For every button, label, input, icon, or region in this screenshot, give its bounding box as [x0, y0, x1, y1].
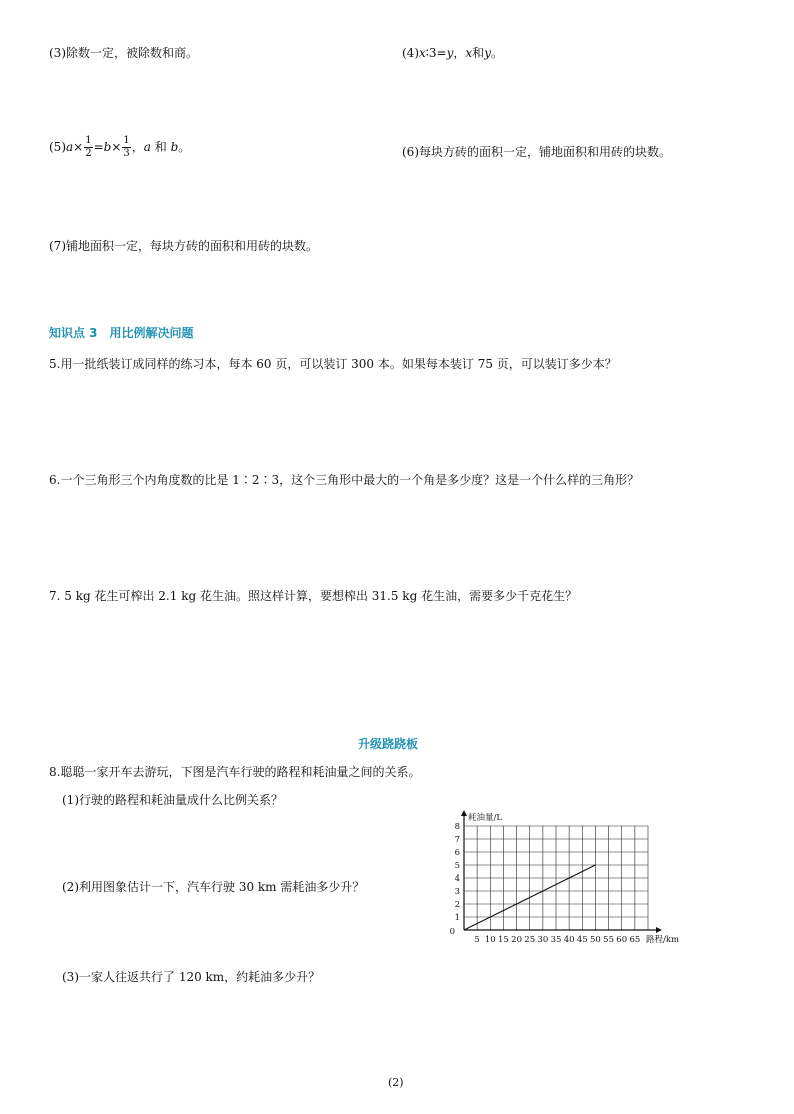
x-tick-label: 30	[537, 935, 549, 945]
times-2: ×	[111, 140, 122, 154]
y-tick-label: 3	[454, 887, 460, 897]
x-axis-label: 路程/km	[646, 935, 680, 945]
y-tick-label: 7	[454, 835, 460, 845]
question-5: 5.用一批纸装订成同样的练习本，每本 60 页，可以装订 300 本。如果每本装订 75 页，可以装订多少本？	[49, 357, 617, 371]
separator: ，	[453, 46, 466, 60]
and-text: 和	[150, 140, 171, 154]
page-number: (2)	[388, 1076, 404, 1089]
x-tick-label: 25	[524, 935, 536, 945]
question-6: 6.一个三角形三个内角度数的比是 1∶2∶3，这个三角形中最大的一个角是多少度？这是一个什么样的三角形？	[49, 473, 640, 487]
y-tick-label: 5	[454, 861, 460, 871]
var-b: b	[103, 140, 112, 154]
question-8-part-1: (1)行驶的路程和耗油量成什么比例关系？	[62, 793, 283, 807]
y-tick-label: 8	[454, 822, 460, 832]
x-tick-label: 40	[563, 935, 575, 945]
end-mark: 。	[178, 140, 191, 154]
origin-label: 0	[449, 927, 455, 937]
var-a-2: a	[143, 140, 151, 154]
question-8-part-2: (2)利用图象估计一下，汽车行驶 30 km 需耗油多少升？	[62, 880, 365, 894]
x-tick-label: 65	[629, 935, 641, 945]
equals: =	[93, 140, 104, 154]
x-tick-label: 45	[576, 935, 588, 945]
times-1: ×	[73, 140, 84, 154]
and-text: 和	[472, 46, 485, 60]
x-tick-label: 55	[603, 935, 614, 945]
ratio-text: ∶3=	[425, 46, 447, 60]
y-axis-arrow	[461, 810, 467, 816]
q4-item-6: (6)每块方砖的面积一定，铺地面积和用砖的块数。	[402, 145, 671, 159]
question-8-stem: 8.聪聪一家开车去游玩，下图是汽车行驶的路程和耗油量之间的关系。	[49, 765, 421, 779]
separator: ，	[131, 140, 144, 154]
var-y-2: y	[484, 46, 491, 60]
q4-item-3: (3)除数一定，被除数和商。	[49, 46, 198, 60]
distance-fuel-line-chart	[438, 808, 700, 946]
var-x-2: x	[465, 46, 473, 60]
x-axis-arrow	[656, 927, 662, 933]
x-tick-label: 15	[498, 935, 509, 945]
y-axis-label: 耗油量/L	[468, 813, 503, 823]
section-3-title: 知识点 3 用比例解决问题	[49, 326, 194, 340]
fraction-one-third	[122, 136, 130, 159]
x-tick-label: 10	[484, 935, 496, 945]
x-tick-label: 50	[590, 935, 601, 945]
question-8-part-3: (3)一家人往返共行了 120 km，约耗油多少升？	[62, 970, 321, 984]
var-b-2: b	[170, 140, 179, 154]
var-a: a	[66, 140, 74, 154]
x-tick-label: 20	[511, 935, 522, 945]
fraction-2-denominator: 3	[123, 148, 130, 159]
x-tick-label: 5	[474, 935, 480, 945]
q4-item-5-prefix: (5)	[49, 140, 66, 154]
x-tick-label: 60	[616, 935, 628, 945]
y-tick-label: 1	[454, 913, 460, 923]
y-tick-label: 6	[454, 848, 460, 858]
fraction-2-numerator: 1	[123, 135, 130, 146]
question-7: 7. 5 kg 花生可榨出 2.1 kg 花生油。照这样计算，要想榨出 31.5 kg 花生油，需要多少千克花生？	[49, 589, 578, 603]
fraction-one-half	[84, 136, 92, 159]
end-mark: 。	[490, 46, 503, 60]
fraction-1-denominator: 2	[85, 148, 92, 159]
y-tick-label: 4	[454, 874, 460, 884]
var-y: y	[446, 46, 454, 60]
q4-item-7: (7)铺地面积一定，每块方砖的面积和用砖的块数。	[49, 239, 318, 253]
upgrade-section-title: 升级跷跷板	[358, 737, 419, 751]
x-tick-label: 35	[550, 935, 562, 945]
y-tick-label: 2	[454, 900, 460, 910]
q4-item-5	[49, 136, 190, 159]
q4-item-4	[402, 44, 503, 61]
q4-item-4-prefix: (4)	[402, 46, 419, 60]
var-x: x	[419, 46, 426, 60]
fraction-1-numerator: 1	[85, 135, 92, 146]
